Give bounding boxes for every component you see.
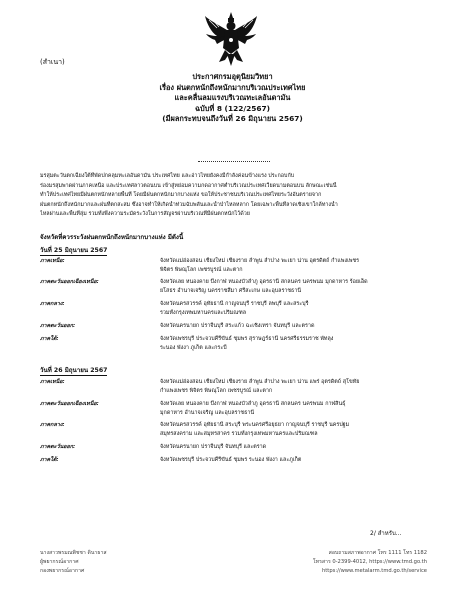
province-list: จังหวัดเพชรบุรี ประจวบคีรีขันธ์ ชุมพร ระนอง พังงา และภูเก็ต: [160, 457, 302, 463]
watch-provinces-title: จังหวัดที่ควรระวังฝนตกหนักถึงหนักมากบางแห่ง มีดังนี้: [40, 234, 184, 241]
region-label: ภาคตะวันออกเฉียงเหนือ:: [40, 401, 99, 407]
province-list: จังหวัดนครนายก ปราจีนบุรี จันทบุรี และตราด: [160, 444, 267, 450]
intro-line: ร่องมรสุมพาดผ่านภาคเหนือ และประเทศลาวตอนบน เข้าสู่หย่อมความกดอากาศต่ำบริเวณประเทศเวียดนามตอนบน ลักษณะเช่นนี้: [40, 182, 337, 189]
intro-line: ทำให้ประเทศไทยมีฝนตกหนักหลายพื้นที่ โดยมีฝนตกหนักมากบางแห่ง ขอให้ประชาชนบริเวณประเทศไทยระวังอันตรายจาก: [40, 192, 322, 199]
date-heading: วันที่ 25 มิถุนายน 2567: [40, 247, 108, 254]
province-list: จังหวัดแม่ฮ่องสอน เชียงใหม่ เชียงราย ลำพูน ลำปาง พะเยา น่าน แพร่ อุตรดิตถ์ สุโขทัย กำแพงเพชร พิจิตร พิษณุโลก เพชรบูรณ์ และตาก: [160, 379, 360, 395]
region-label: ภาคใต้:: [40, 336, 59, 342]
header-line: ประกาศกรมอุตุนิยมวิทยา: [192, 72, 273, 81]
region-label: ภาคกลาง:: [40, 301, 65, 307]
region-label: ภาคเหนือ:: [40, 379, 65, 385]
province-list: จังหวัดเลย หนองคาย บึงกาฬ หนองบัวลำภู อุดรธานี สกลนคร นครพนม กาฬสินธุ์ มุกดาหาร อำนาจเจริญ และอุบลราชธานี: [160, 401, 346, 417]
header-line: ฉบับที่ 8 (122/2567): [194, 103, 271, 113]
intro-line: มรสุมตะวันตกเฉียงใต้ที่พัดปกคลุมทะเลอันดามัน ประเทศไทย และอ่าวไทยยังคงมีกำลังค่อนข้างแรง ประกอบกับ: [40, 173, 295, 179]
region-label: ภาคใต้:: [40, 457, 59, 463]
next-page-marker: 2/ สำหรับ...: [370, 530, 402, 537]
intro-paragraph: [40, 172, 425, 220]
footer-contact: สอบถามสภาพอากาศ โทร 1111 โทร 1182 โทรสาร 0-2399-4012, https://www.tmd.go.th https://www.metalarm.tmd.go.th/service: [312, 550, 427, 574]
province-list: จังหวัดนครสวรรค์ อุทัยธานี กาญจนบุรี ราชบุรี ลพบุรี และสระบุรี รวมทั้งกรุงเทพมหานครและปริมณฑล: [160, 301, 309, 317]
header-divider: [198, 161, 270, 162]
province-list: จังหวัดเลย หนองคาย บึงกาฬ หนองบัวลำภู อุดรธานี สกลนคร นครพนม มุกดาหาร ร้อยเอ็ด ยโสธร อำนาจเจริญ นครราชสีมา ศรีสะเกษ และอุบลราชธานี: [160, 279, 368, 295]
date-heading: วันที่ 26 มิถุนายน 2567: [40, 367, 108, 374]
garuda-emblem-icon: [203, 10, 259, 68]
header-line: เรื่อง ฝนตกหนักถึงหนักมากบริเวณประเทศไทย: [159, 82, 306, 92]
province-list: จังหวัดเพชรบุรี ประจวบคีรีขันธ์ ชุมพร สุราษฎร์ธานี นครศรีธรรมราช พัทลุง ระนอง พังงา ภูเก็ต และกระบี่: [160, 336, 334, 352]
province-list: จังหวัดนครนายก ปราจีนบุรี สระแก้ว ฉะเชิงเทรา จันทบุรี และตราด: [160, 323, 315, 329]
announcement-header: [0, 72, 465, 125]
footer-signatory: นางสาวพรมณพิชชา ดินาธาส ผู้พยากรณ์อากาศ กองพยากรณ์อากาศ: [40, 550, 107, 574]
province-list: จังหวัดแม่ฮ่องสอน เชียงใหม่ เชียงราย ลำพูน ลำปาง พะเยา น่าน อุตรดิตถ์ กำแพงเพชร พิจิตร พิษณุโลก เพชรบูรณ์ และตาก: [160, 258, 360, 274]
region-label: ภาคตะวันออก:: [40, 444, 76, 450]
region-label: ภาคตะวันออกเฉียงเหนือ:: [40, 279, 99, 285]
copy-label: (สำเนา): [40, 58, 65, 66]
region-label: ภาคเหนือ:: [40, 258, 65, 264]
province-list: จังหวัดนครสวรรค์ อุทัยธานี สระบุรี พระนครศรีอยุธยา กาญจนบุรี ราชบุรี นครปฐม สมุทรสงคราม และสมุทรสาคร รวมทั้งกรุงเทพมหานครและปริมณฑล: [160, 422, 350, 438]
header-line: (มีผลกระทบจนถึงวันที่ 26 มิถุนายน 2567): [162, 114, 303, 123]
intro-line: ไหลผ่านและพื้นที่ลุ่ม รวมทั้งพึงความระมัดระวังในการสัญจรผ่านบริเวณที่มีฝนตกหนักไว้ด้วย: [40, 211, 250, 218]
region-label: ภาคตะวันออก:: [40, 323, 76, 329]
header-line: และคลื่นลมแรงบริเวณทะเลอันดามัน: [174, 93, 291, 102]
region-label: ภาคกลาง:: [40, 422, 65, 428]
intro-line: ฝนตกหนักถึงหนักมากและฝนที่ตกสะสม ซึ่งอาจทำให้เกิดน้ำท่วมฉับพลันและน้ำป่าไหลหลาก โดยเฉพาะพื้นที่ลาดเชิงเขาใกล้ทางน้ำ: [40, 201, 338, 208]
